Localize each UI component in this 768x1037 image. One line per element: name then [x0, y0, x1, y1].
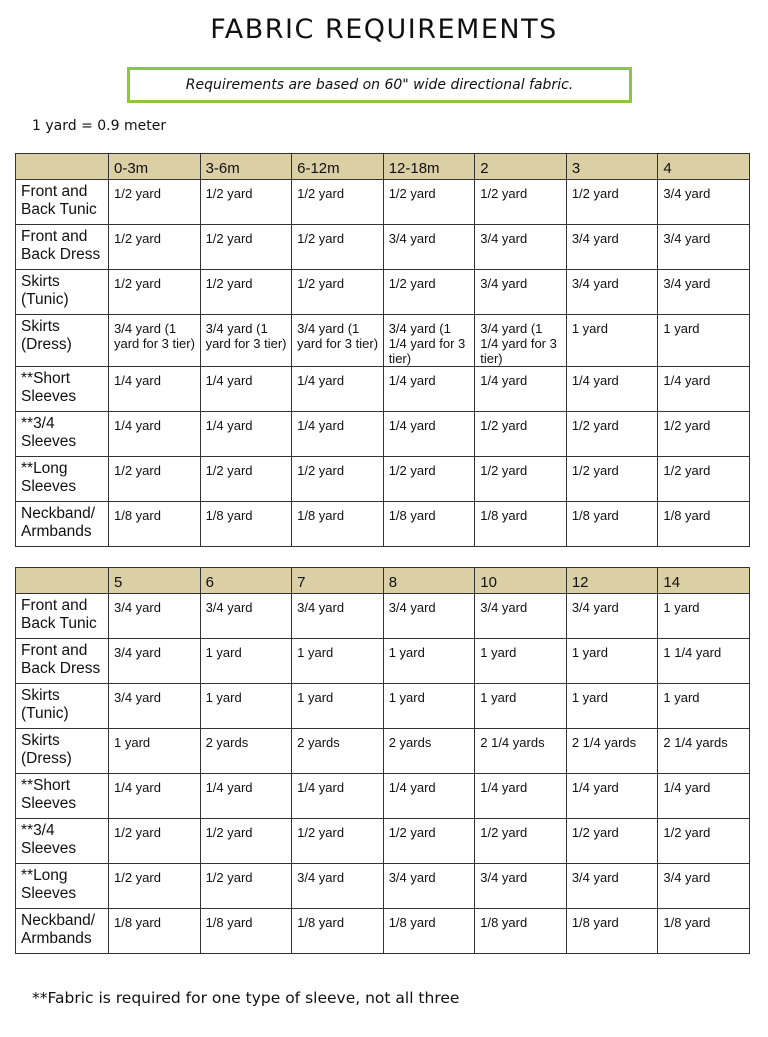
requirement-cell: 3/4 yard [475, 594, 567, 639]
requirement-cell: 1 yard [566, 639, 658, 684]
requirement-cell: 1/4 yard [200, 774, 292, 819]
requirement-cell: 3/4 yard [475, 225, 567, 270]
size-header-cell: 12-18m [383, 154, 475, 180]
table-header-row [16, 568, 750, 594]
requirement-cell: 1/4 yard [383, 774, 475, 819]
requirement-cell: 1/4 yard [566, 367, 658, 412]
requirement-cell: 3/4 yard [475, 270, 567, 315]
requirement-cell: 1/2 yard [658, 457, 750, 502]
requirement-cell: 1/4 yard [383, 412, 475, 457]
table-row [16, 502, 750, 547]
requirement-cell: 1/4 yard [566, 774, 658, 819]
requirement-cell: 1/8 yard [475, 909, 567, 954]
header-corner-cell [16, 154, 109, 180]
requirement-cell: 3/4 yard (1 yard for 3 tier) [200, 315, 292, 367]
requirement-cell: 1/4 yard [292, 412, 384, 457]
requirement-cell: 1/4 yard [109, 774, 201, 819]
requirement-cell: 1/2 yard [200, 864, 292, 909]
requirement-cell: 3/4 yard [658, 864, 750, 909]
requirement-cell: 1/2 yard [566, 180, 658, 225]
size-header-cell: 14 [658, 568, 750, 594]
requirement-cell: 1/8 yard [475, 502, 567, 547]
requirement-cell: 1/8 yard [383, 502, 475, 547]
fabric-note-box: Requirements are based on 60" wide directional fabric. [127, 67, 632, 103]
requirement-cell: 1/2 yard [109, 180, 201, 225]
requirement-cell: 3/4 yard [292, 864, 384, 909]
row-label: **Short Sleeves [16, 367, 109, 412]
requirement-cell: 3/4 yard [566, 864, 658, 909]
table-row [16, 225, 750, 270]
requirement-cell: 3/4 yard [109, 639, 201, 684]
requirement-cell: 1/2 yard [200, 270, 292, 315]
requirement-cell: 1 yard [200, 639, 292, 684]
requirement-cell: 1/8 yard [566, 909, 658, 954]
requirement-cell: 1/2 yard [292, 270, 384, 315]
row-label: Front and Back Tunic [16, 594, 109, 639]
requirement-cell: 1/8 yard [200, 909, 292, 954]
row-label: Neckband/ Armbands [16, 502, 109, 547]
size-header-cell: 10 [475, 568, 567, 594]
requirement-cell: 1 yard [292, 684, 384, 729]
requirement-cell: 2 1/4 yards [475, 729, 567, 774]
requirement-cell: 1/4 yard [658, 774, 750, 819]
requirement-cell: 3/4 yard [383, 594, 475, 639]
requirement-cell: 3/4 yard (1 yard for 3 tier) [292, 315, 384, 367]
requirement-cell: 3/4 yard (1 yard for 3 tier) [109, 315, 201, 367]
requirement-cell: 3/4 yard [475, 864, 567, 909]
size-header-cell: 6 [200, 568, 292, 594]
header-corner-cell [16, 568, 109, 594]
requirement-cell: 3/4 yard (1 1/4 yard for 3 tier) [475, 315, 567, 367]
requirement-cell: 1/2 yard [475, 819, 567, 864]
requirement-cell: 1/8 yard [200, 502, 292, 547]
requirement-cell: 1/2 yard [566, 819, 658, 864]
requirement-cell: 1/4 yard [658, 367, 750, 412]
requirement-cell: 2 yards [200, 729, 292, 774]
requirement-cell: 3/4 yard [292, 594, 384, 639]
table-row [16, 864, 750, 909]
requirement-cell: 1 yard [658, 315, 750, 367]
requirement-cell: 1/8 yard [658, 909, 750, 954]
requirement-cell: 1/4 yard [475, 367, 567, 412]
row-label: **Long Sleeves [16, 457, 109, 502]
requirement-cell: 1 yard [292, 639, 384, 684]
requirement-cell: 1 yard [383, 639, 475, 684]
size-header-cell: 12 [566, 568, 658, 594]
requirement-cell: 1 yard [658, 594, 750, 639]
sleeve-footnote: **Fabric is required for one type of sleeve, not all three [32, 989, 460, 1007]
table-row [16, 774, 750, 819]
table-row [16, 457, 750, 502]
requirement-cell: 1/4 yard [109, 367, 201, 412]
table-row [16, 367, 750, 412]
requirement-cell: 1/2 yard [200, 225, 292, 270]
requirement-cell: 3/4 yard [383, 225, 475, 270]
requirement-cell: 1/2 yard [658, 412, 750, 457]
requirement-cell: 1/8 yard [109, 502, 201, 547]
requirement-cell: 1/2 yard [109, 819, 201, 864]
size-header-cell: 4 [658, 154, 750, 180]
requirement-cell: 1 yard [475, 639, 567, 684]
requirement-cell: 1/2 yard [475, 457, 567, 502]
row-label: Front and Back Dress [16, 639, 109, 684]
size-header-cell: 3 [566, 154, 658, 180]
requirement-cell: 2 1/4 yards [566, 729, 658, 774]
requirement-cell: 1/8 yard [292, 909, 384, 954]
requirement-cell: 1/2 yard [292, 457, 384, 502]
requirement-cell: 1/2 yard [292, 225, 384, 270]
requirement-cell: 3/4 yard [566, 225, 658, 270]
requirement-cell: 1/2 yard [383, 180, 475, 225]
requirement-cell: 1 yard [566, 315, 658, 367]
requirement-cell: 1/2 yard [475, 412, 567, 457]
requirement-cell: 1/4 yard [200, 367, 292, 412]
requirement-cell: 1 yard [475, 684, 567, 729]
size-header-cell: 8 [383, 568, 475, 594]
requirement-cell: 1 yard [383, 684, 475, 729]
requirements-table-small-sizes [15, 153, 750, 547]
requirement-cell: 1 yard [109, 729, 201, 774]
requirement-cell: 3/4 yard [658, 270, 750, 315]
table-row [16, 594, 750, 639]
requirement-cell: 1/2 yard [109, 225, 201, 270]
table-row [16, 180, 750, 225]
requirements-table-large-sizes [15, 567, 750, 954]
size-header-cell: 0-3m [109, 154, 201, 180]
table-header-row [16, 154, 750, 180]
requirement-cell: 1/2 yard [109, 864, 201, 909]
row-label: **Short Sleeves [16, 774, 109, 819]
row-label: Neckband/ Armbands [16, 909, 109, 954]
size-header-cell: 2 [475, 154, 567, 180]
requirement-cell: 1/4 yard [292, 367, 384, 412]
table-row [16, 819, 750, 864]
requirement-cell: 3/4 yard [658, 225, 750, 270]
requirement-cell: 1 yard [566, 684, 658, 729]
row-label: Front and Back Dress [16, 225, 109, 270]
size-header-cell: 7 [292, 568, 384, 594]
requirement-cell: 1/2 yard [109, 270, 201, 315]
requirement-cell: 1/2 yard [383, 457, 475, 502]
size-header-cell: 3-6m [200, 154, 292, 180]
requirement-cell: 1 1/4 yard [658, 639, 750, 684]
row-label: **3/4 Sleeves [16, 412, 109, 457]
table-row [16, 684, 750, 729]
row-label: **Long Sleeves [16, 864, 109, 909]
requirement-cell: 1/2 yard [475, 180, 567, 225]
requirement-cell: 1/2 yard [200, 819, 292, 864]
requirement-cell: 1/4 yard [200, 412, 292, 457]
requirement-cell: 2 1/4 yards [658, 729, 750, 774]
row-label: Skirts (Tunic) [16, 270, 109, 315]
requirement-cell: 1/2 yard [383, 819, 475, 864]
requirement-cell: 1/2 yard [200, 457, 292, 502]
requirement-cell: 1/8 yard [292, 502, 384, 547]
row-label: **3/4 Sleeves [16, 819, 109, 864]
table-row [16, 909, 750, 954]
row-label: Skirts (Dress) [16, 729, 109, 774]
requirement-cell: 3/4 yard [566, 594, 658, 639]
requirement-cell: 3/4 yard [383, 864, 475, 909]
row-label: Front and Back Tunic [16, 180, 109, 225]
requirement-cell: 1/2 yard [200, 180, 292, 225]
page-title: FABRIC REQUIREMENTS [210, 14, 558, 45]
row-label: Skirts (Tunic) [16, 684, 109, 729]
size-header-cell: 5 [109, 568, 201, 594]
requirement-cell: 3/4 yard [200, 594, 292, 639]
size-header-cell: 6-12m [292, 154, 384, 180]
requirement-cell: 1/8 yard [109, 909, 201, 954]
requirement-cell: 3/4 yard [109, 594, 201, 639]
unit-conversion-note: 1 yard = 0.9 meter [32, 118, 167, 134]
requirement-cell: 1/2 yard [658, 819, 750, 864]
requirement-cell: 1 yard [200, 684, 292, 729]
requirement-cell: 2 yards [383, 729, 475, 774]
requirement-cell: 1/2 yard [566, 457, 658, 502]
requirement-cell: 1/8 yard [566, 502, 658, 547]
requirement-cell: 1 yard [658, 684, 750, 729]
requirement-cell: 1/4 yard [109, 412, 201, 457]
requirement-cell: 1/4 yard [292, 774, 384, 819]
requirement-cell: 1/2 yard [292, 180, 384, 225]
requirement-cell: 3/4 yard [566, 270, 658, 315]
table-row [16, 270, 750, 315]
requirement-cell: 1/8 yard [658, 502, 750, 547]
requirement-cell: 3/4 yard [658, 180, 750, 225]
requirement-cell: 1/4 yard [383, 367, 475, 412]
table-row [16, 412, 750, 457]
table-row [16, 315, 750, 367]
requirement-cell: 3/4 yard (1 1/4 yard for 3 tier) [383, 315, 475, 367]
requirement-cell: 2 yards [292, 729, 384, 774]
requirement-cell: 1/2 yard [292, 819, 384, 864]
requirement-cell: 3/4 yard [109, 684, 201, 729]
table-row [16, 639, 750, 684]
row-label: Skirts (Dress) [16, 315, 109, 367]
requirement-cell: 1/2 yard [109, 457, 201, 502]
requirement-cell: 1/2 yard [383, 270, 475, 315]
requirement-cell: 1/8 yard [383, 909, 475, 954]
table-row [16, 729, 750, 774]
requirement-cell: 1/4 yard [475, 774, 567, 819]
requirement-cell: 1/2 yard [566, 412, 658, 457]
